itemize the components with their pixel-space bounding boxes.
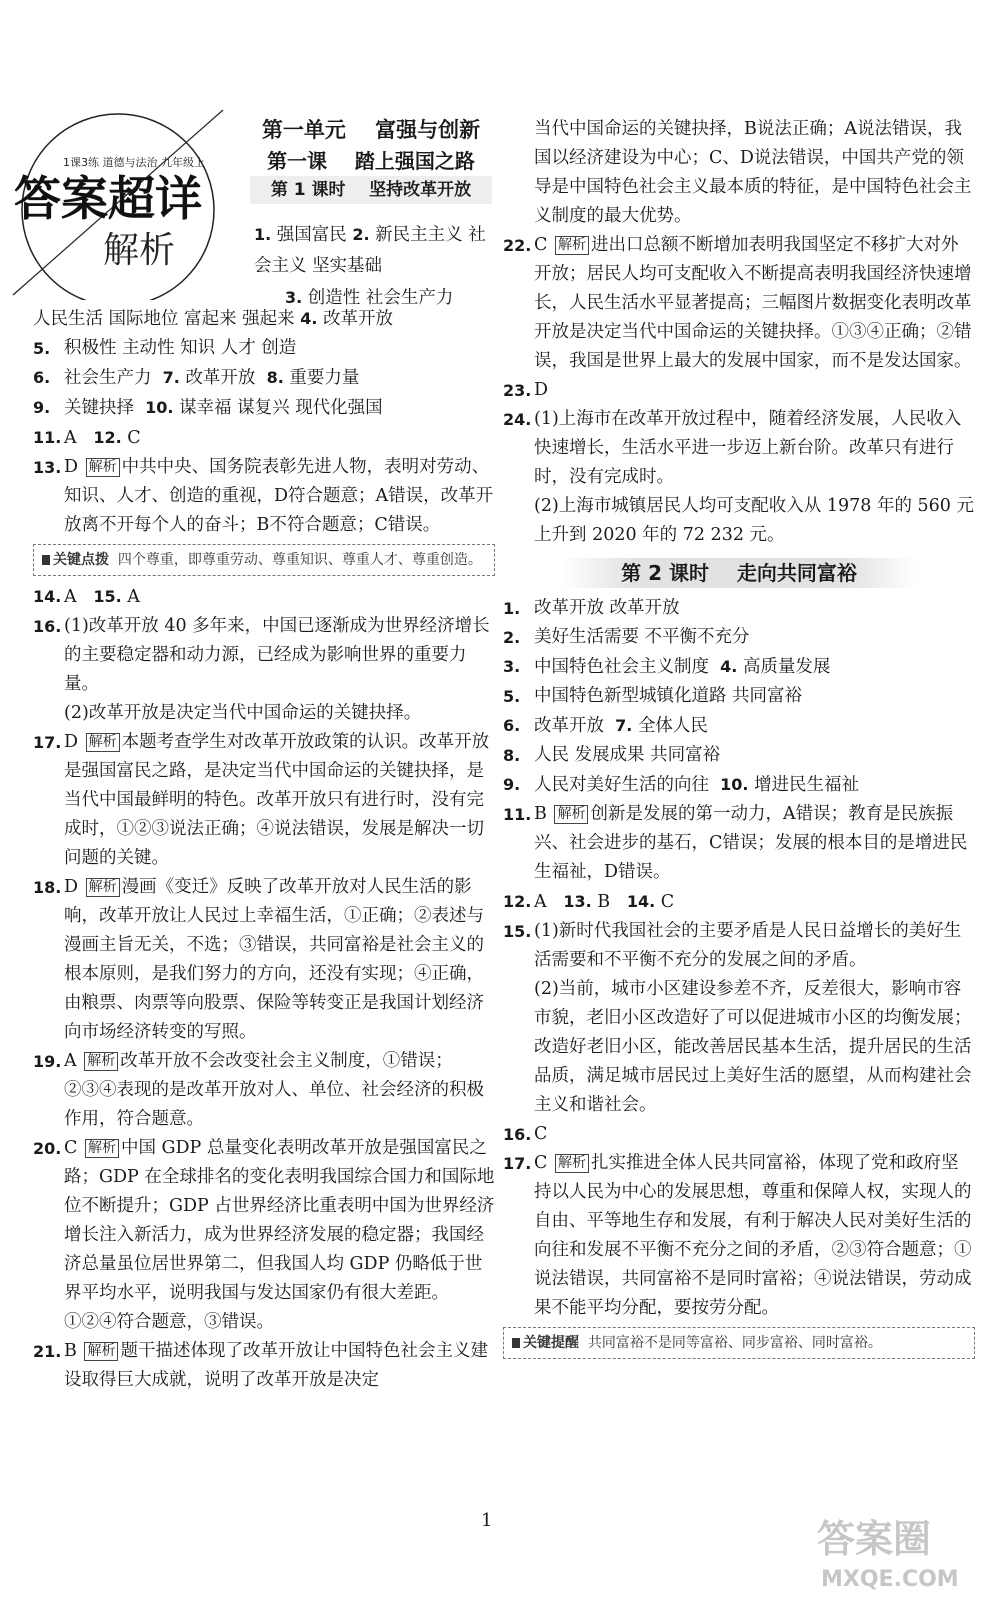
answer-item: 5. 积极性 主动性 知识 人才 创造 xyxy=(33,338,297,358)
answer-item: 16. (1)改革开放 40 多年来，中国已逐渐成为世界经济增长的主要稳定器和动力源，已经成为影响世界的重要力量。 (2)改革开放是决定当代中国命运的关键抉择。 xyxy=(33,616,490,723)
answer-item: 2. 美好生活需要 不平衡不充分 xyxy=(503,627,750,647)
unit-header xyxy=(250,114,492,204)
answer-item: 14. A 15. A xyxy=(33,587,140,607)
answer-logo xyxy=(8,100,240,300)
answer-item: 6. 社会生产力 7. 改革开放 8. 重要力量 xyxy=(33,368,360,388)
answer-item: 9. 关键抉择 10. 谋幸福 谋复兴 现代化强国 xyxy=(33,398,383,418)
answer-item: 22. C 解析 进出口总额不断增加表明我国坚定不移扩大对外开放；居民人均可支配收入不断提高表明我国经济快速增长，人民生活水平显著提高；三幅图片数据变化表明改革开放是决定当代中国命运的关键抉择。①③④正确；②错误，我国是世界上最大的发展中国家，而不是发达国家。 xyxy=(503,235,972,371)
analysis-tag: 解析 xyxy=(555,236,589,255)
answer-line: 人民生活 国际地位 富起来 强起来 4. 改革开放 xyxy=(33,309,394,329)
analysis-tag: 解析 xyxy=(86,458,120,477)
answer-item: 23. D xyxy=(503,380,549,400)
answer-item: 1. 改革开放 改革开放 xyxy=(503,598,680,618)
right-column xyxy=(503,115,975,1365)
analysis-tag: 解析 xyxy=(86,878,120,897)
intro-line: 1. 强国富民 2. 新民主主义 社会主义 坚实基础 xyxy=(254,225,486,276)
answer-continuation: 当代中国命运的关键抉择，B说法正确；A说法错误，我国以经济建设为中心；C、D说法错误，中国共产党的领导是中国特色社会主义最本质的特征，是中国特色社会主义制度的最大优势。 xyxy=(534,119,972,226)
answer-item: 19. A 解析 改革开放不会改变社会主义制度，①错误；②③④表现的是改革开放对人、单位、社会经济的积极作用，符合题意。 xyxy=(33,1051,484,1129)
intro-line: 3. 创造性 社会生产力 xyxy=(285,288,454,308)
answer-item: 16. C xyxy=(503,1124,548,1144)
answer-item: 5. 中国特色新型城镇化道路 共同富裕 xyxy=(503,686,803,706)
answer-item: 21. B 解析 题干描述体现了改革开放让中国特色社会主义建设取得巨大成就，说明了改革开放是决定 xyxy=(33,1341,488,1390)
logo-subtitle: 1课3练 道德与法治 九年级上 xyxy=(63,156,205,169)
analysis-tag: 解析 xyxy=(86,733,120,752)
unit-title: 第一单元 富强与创新 xyxy=(261,118,481,142)
answer-item: 8. 人民 发展成果 共同富裕 xyxy=(503,745,721,765)
key-tip-box: 关键点拨 四个尊重，即尊重劳动、尊重知识、尊重人才、尊重创造。 xyxy=(33,544,495,576)
answer-item: 20. C 解析 中国 GDP 总量变化表明改革开放是强国富民之路；GDP 在全球排名的变化表明我国综合国力和国际地位不断提升；GDP 占世界经济比重表明中国为世界经济增长注入新活力，成为世界经济发展的稳定器；我国经济总量虽位居世界第二，但我国人均 GDP 仍略低于世界平均水平，说明我国与发达国家仍有很大差距。①②④符合题意，③错误。 xyxy=(33,1138,495,1332)
answer-item: 6. 改革开放 7. 全体人民 xyxy=(503,716,708,736)
answer-item: 3. 中国特色社会主义制度 4. 高质量发展 xyxy=(503,657,831,677)
answer-item: 12. A 13. B 14. C xyxy=(503,892,675,912)
analysis-tag: 解析 xyxy=(84,1342,118,1361)
answer-item: 11. A 12. C xyxy=(33,428,141,448)
svg-text:答案圈: 答案圈 xyxy=(817,1517,932,1561)
period-1-title: 第 1 课时 坚持改革开放 xyxy=(250,176,492,204)
svg-text:MXQE.COM: MXQE.COM xyxy=(821,1567,959,1592)
analysis-tag: 解析 xyxy=(555,1154,589,1173)
analysis-tag: 解析 xyxy=(554,805,588,824)
analysis-tag: 解析 xyxy=(84,1052,118,1071)
answer-item: 24. (1)上海市在改革开放过程中，随着经济发展，人民收入快速增长，生活水平进一步迈上新台阶。改革只有进行时，没有完成时。 (2)上海市城镇居民人均可支配收入从 1978 年的 560 元上升到 2020 年的 72 232 元。 xyxy=(503,409,974,545)
watermark-logo xyxy=(815,1508,985,1593)
lesson-title: 第一课 踏上强国之路 xyxy=(267,149,475,173)
logo-main-text: 答案超详 xyxy=(14,172,202,227)
answer-item: 17. C 解析 扎实推进全体人民共同富裕，体现了党和政府坚持以人民为中心的发展思想，尊重和保障人权，实现人的自由、平等地生存和发展，有利于解决人民对美好生活的向往和发展不平衡不充分之间的矛盾，②③符合题意；①说法错误，共同富裕不是同时富裕；④说法错误，劳动成果不能平均分配，要按劳分配。 xyxy=(503,1153,972,1318)
answer-item: 18. D 解析 漫画《变迁》反映了改革开放对人民生活的影响，改革开放让人民过上幸福生活，①正确；②表述与漫画主旨无关，不选；③错误，共同富裕是社会主义的根本原则，是我们努力的方向，还没有实现；④正确，由粮票、肉票等向股票、保险等转变正是我国计划经济向市场经济转变的写照。 xyxy=(33,877,484,1042)
key-reminder-box: 关键提醒 共同富裕不是同等富裕、同步富裕、同时富裕。 xyxy=(503,1327,975,1359)
page-number: 1 xyxy=(481,1510,493,1531)
logo-sub-text: 解析 xyxy=(103,230,176,271)
answer-item: 15. (1)新时代我国社会的主要矛盾是人民日益增长的美好生活需要和不平衡不充分的发展之间的矛盾。 (2)当前，城市小区建设参差不齐，反差很大，影响市容市貌，老旧小区改造好了可以促进城市小区的均衡发展；改造好老旧小区，能改善居民基本生活，提升居民的生活品质，满足城市居民过上美好生活的愿望，从而构建社会主义和谐社会。 xyxy=(503,921,972,1115)
period-2-title: 第 2 课时 走向共同富裕 xyxy=(503,558,975,588)
left-column xyxy=(33,283,495,1395)
answer-item: 9. 人民对美好生活的向往 10. 增进民生福祉 xyxy=(503,775,860,795)
answer-item: 13. D 解析 中共中央、国务院表彰先进人物，表明对劳动、知识、人才、创造的重视，D符合题意；A错误，改革开放离不开每个人的奋斗；B不符合题意；C错误。 xyxy=(33,457,494,535)
analysis-tag: 解析 xyxy=(85,1139,119,1158)
answer-item: 11. B 解析 创新是发展的第一动力，A错误；教育是民族振兴、社会进步的基石，C错误；发展的根本目的是增进民生福祉，D错误。 xyxy=(503,804,968,882)
answer-item: 17. D 解析 本题考查学生对改革开放政策的认识。改革开放是强国富民之路，是决定当代中国命运的关键抉择，是当代中国最鲜明的特色。改革开放只有进行时，没有完成时，①②③说法正确；④说法错误，发展是解决一切问题的关键。 xyxy=(33,732,490,868)
